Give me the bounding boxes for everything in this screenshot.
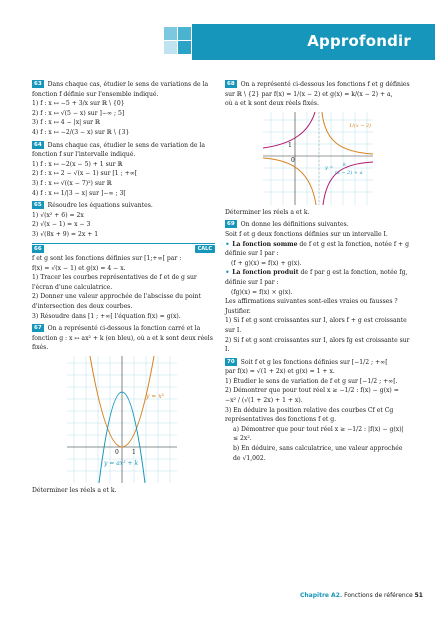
f-curve-right [322, 112, 373, 154]
tick-1: 1 [288, 141, 292, 149]
exercise-intro: Dans chaque cas, étudier le sens de variation de la fonction f sur l'intervalle indiqué. [32, 141, 206, 159]
exercise-intro: On a représenté ci-dessous la fonction carré et la fonction g : x ↦ ax² + k (en bleu), où a et k sont deux réels fixés. [32, 325, 213, 352]
graph-67 [67, 356, 177, 483]
exercise-item: 3) f : x ↦ 4 − |x| sur ℝ [32, 119, 101, 127]
exercise-item: 1) Étudier le sens de variation de f et g sur [−1/2 ; +∞[. [225, 377, 398, 385]
exercise-item: 4) f : x ↦ −2/(3 − x) sur ℝ \ {3} [32, 128, 130, 136]
exercise-63 [32, 80, 215, 138]
sum-title: La fonction somme [232, 240, 298, 248]
exercise-subitem: b) En déduire, sans calculatrice, une valeur approchée de √1,002. [233, 445, 403, 462]
label-g: y = ax² + k [104, 460, 139, 468]
exercise-65 [32, 201, 215, 239]
product-title: La fonction produit [232, 269, 299, 277]
label-f: 1/(x − 2) [349, 122, 372, 129]
exercise-69 [225, 220, 410, 354]
exercise-number: 63 [34, 81, 42, 87]
exercise-item: 2) f : x ↦ 2 − √(x − 1) sur [1 ; +∞[ [32, 170, 138, 178]
exercise-intro-formula: f(x) = √(x − 1) et g(x) = 4 − x. [32, 264, 126, 272]
product-formula: (fg)(x) = f(x) × g(x). [231, 288, 293, 296]
label-y: y = [325, 164, 334, 171]
footer-chapter: Chapitre A2. [300, 592, 343, 599]
exercise-item: 2) Si f et g sont croissantes sur I, alors fg est croissante sur I. [225, 336, 410, 354]
tick-1: 1 [132, 449, 136, 457]
exercise-number: 70 [227, 358, 235, 365]
exercise-intro: Soit f et g les fonctions définies sur [−1/2 ; +∞[ [240, 358, 388, 366]
exercise-64 [32, 141, 215, 199]
sum-formula: (f + g)(x) = f(x) + g(x). [231, 259, 302, 267]
exercise-intro: Dans chaque cas, étudier le sens de variations de la fonction f définie sur l'ensemble indiqué. [32, 81, 209, 98]
exercise-item: 3) √(8x + 9) = 2x + 1 [32, 230, 99, 238]
exercise-67 [32, 324, 215, 495]
definition-line: Soit f et g deux fonctions définies sur un intervalle I. [225, 230, 388, 238]
exercise-70 [225, 358, 410, 464]
exercise-subitem: a) Démontrer que pour tout réel x ≥ −1/2 : |f(x) − g(x)| ≤ 2x². [233, 425, 404, 443]
graph-68 [263, 112, 373, 205]
exercise-intro-2: par f(x) = √(1 + 2x) et g(x) = 1 + x. [225, 368, 335, 376]
page-number: 51 [414, 592, 423, 599]
right-column [225, 80, 410, 463]
exercise-66-header [32, 243, 215, 255]
exercise-intro: On donne les définitions suivantes. [240, 221, 349, 229]
sum-text: de f et g est la fonction, notée f + g définie sur I par : [225, 240, 409, 258]
exercise-question: Les affirmations suivantes sont-elles vraies ou fausses ? Justifier. [225, 298, 398, 315]
exercise-item: 2) Démontrer que pour tout réel x ≥ −1/2 : f(x) − g(x) = −x² / (√(1 + 2x) + 1 + x). [225, 387, 399, 405]
exercise-question: Déterminer les réels a et k. [225, 208, 310, 216]
label-g-den: (x − 2) + a [335, 169, 363, 176]
page-title: Approfondir [307, 32, 411, 50]
exercise-66 [32, 243, 215, 322]
left-column [32, 80, 215, 496]
exercise-68 [225, 80, 410, 217]
exercise-item: 1) √(x² + 6) = 2x [32, 211, 84, 219]
tick-0: 0 [291, 156, 295, 164]
exercise-item: 1) Tracer les courbes représentatives de f et de g sur l'écran d'une calculatrice. [32, 274, 197, 291]
exercise-number: 68 [227, 81, 235, 87]
tick-0: 0 [115, 449, 119, 457]
exercise-intro-2: où a et k sont deux réels fixés. [225, 100, 319, 108]
page-footer [300, 592, 423, 599]
exercise-item: 2) √(x − 1) = x − 3 [32, 221, 91, 229]
exercise-item: 2) f : x ↦ √(5 − x) sur ]−∞ ; 5] [32, 109, 125, 117]
product-text: de f par g est la fonction, notée fg, définie sur I par : [225, 269, 408, 286]
exercise-intro: Résoudre les équations suivantes. [47, 202, 153, 210]
label-g-num: k [343, 161, 347, 168]
exercise-number: 69 [227, 221, 235, 228]
calculator-badge: CALC [195, 245, 215, 253]
exercise-number: 64 [34, 141, 42, 148]
exercise-item: 1) f : x ↦ −5 + 3/x sur ℝ \ {0} [32, 100, 125, 108]
exercise-item: 3) Résoudre dans [1 ; +∞[ l'équation f(x) = g(x). [32, 312, 181, 320]
exercise-item: 1) Si f et g sont croissantes sur I, alors f + g est croissante sur I. [225, 317, 407, 334]
exercise-item: 3) f : x ↦ √((x − 7)²) sur ℝ [32, 179, 112, 187]
exercise-number: 67 [34, 325, 42, 332]
exercise-item: 4) f : x ↦ 1/|3 − x| sur ]−∞ ; 3[ [32, 189, 126, 197]
exercise-item: 2) Donner une valeur approchée de l'abscisse du point d'intersection des deux courbes. [32, 293, 201, 311]
header-banner [164, 24, 435, 60]
footer-title: Fonctions de référence [344, 592, 413, 599]
exercise-item: 1) f : x ↦ −2(x − 5) + 1 sur ℝ [32, 160, 123, 168]
exercise-number: 66 [34, 245, 42, 252]
exercise-item: 3) En déduire la position relative des courbes Cf et Cg représentatives des fonctions f et g. [225, 406, 394, 424]
exercise-number: 65 [34, 202, 42, 209]
exercise-intro: On a représenté ci-dessous les fonctions f et g définies sur ℝ \ {2} par f(x) = 1/(x − 2) et g(x) = k/(x − 2) + a, [225, 81, 410, 98]
exercise-question: Déterminer les réels a et k. [32, 487, 117, 495]
exercise-intro: f et g sont les fonctions définies sur [1;+∞[ par : [32, 255, 182, 263]
label-square: y = x² [146, 393, 165, 401]
